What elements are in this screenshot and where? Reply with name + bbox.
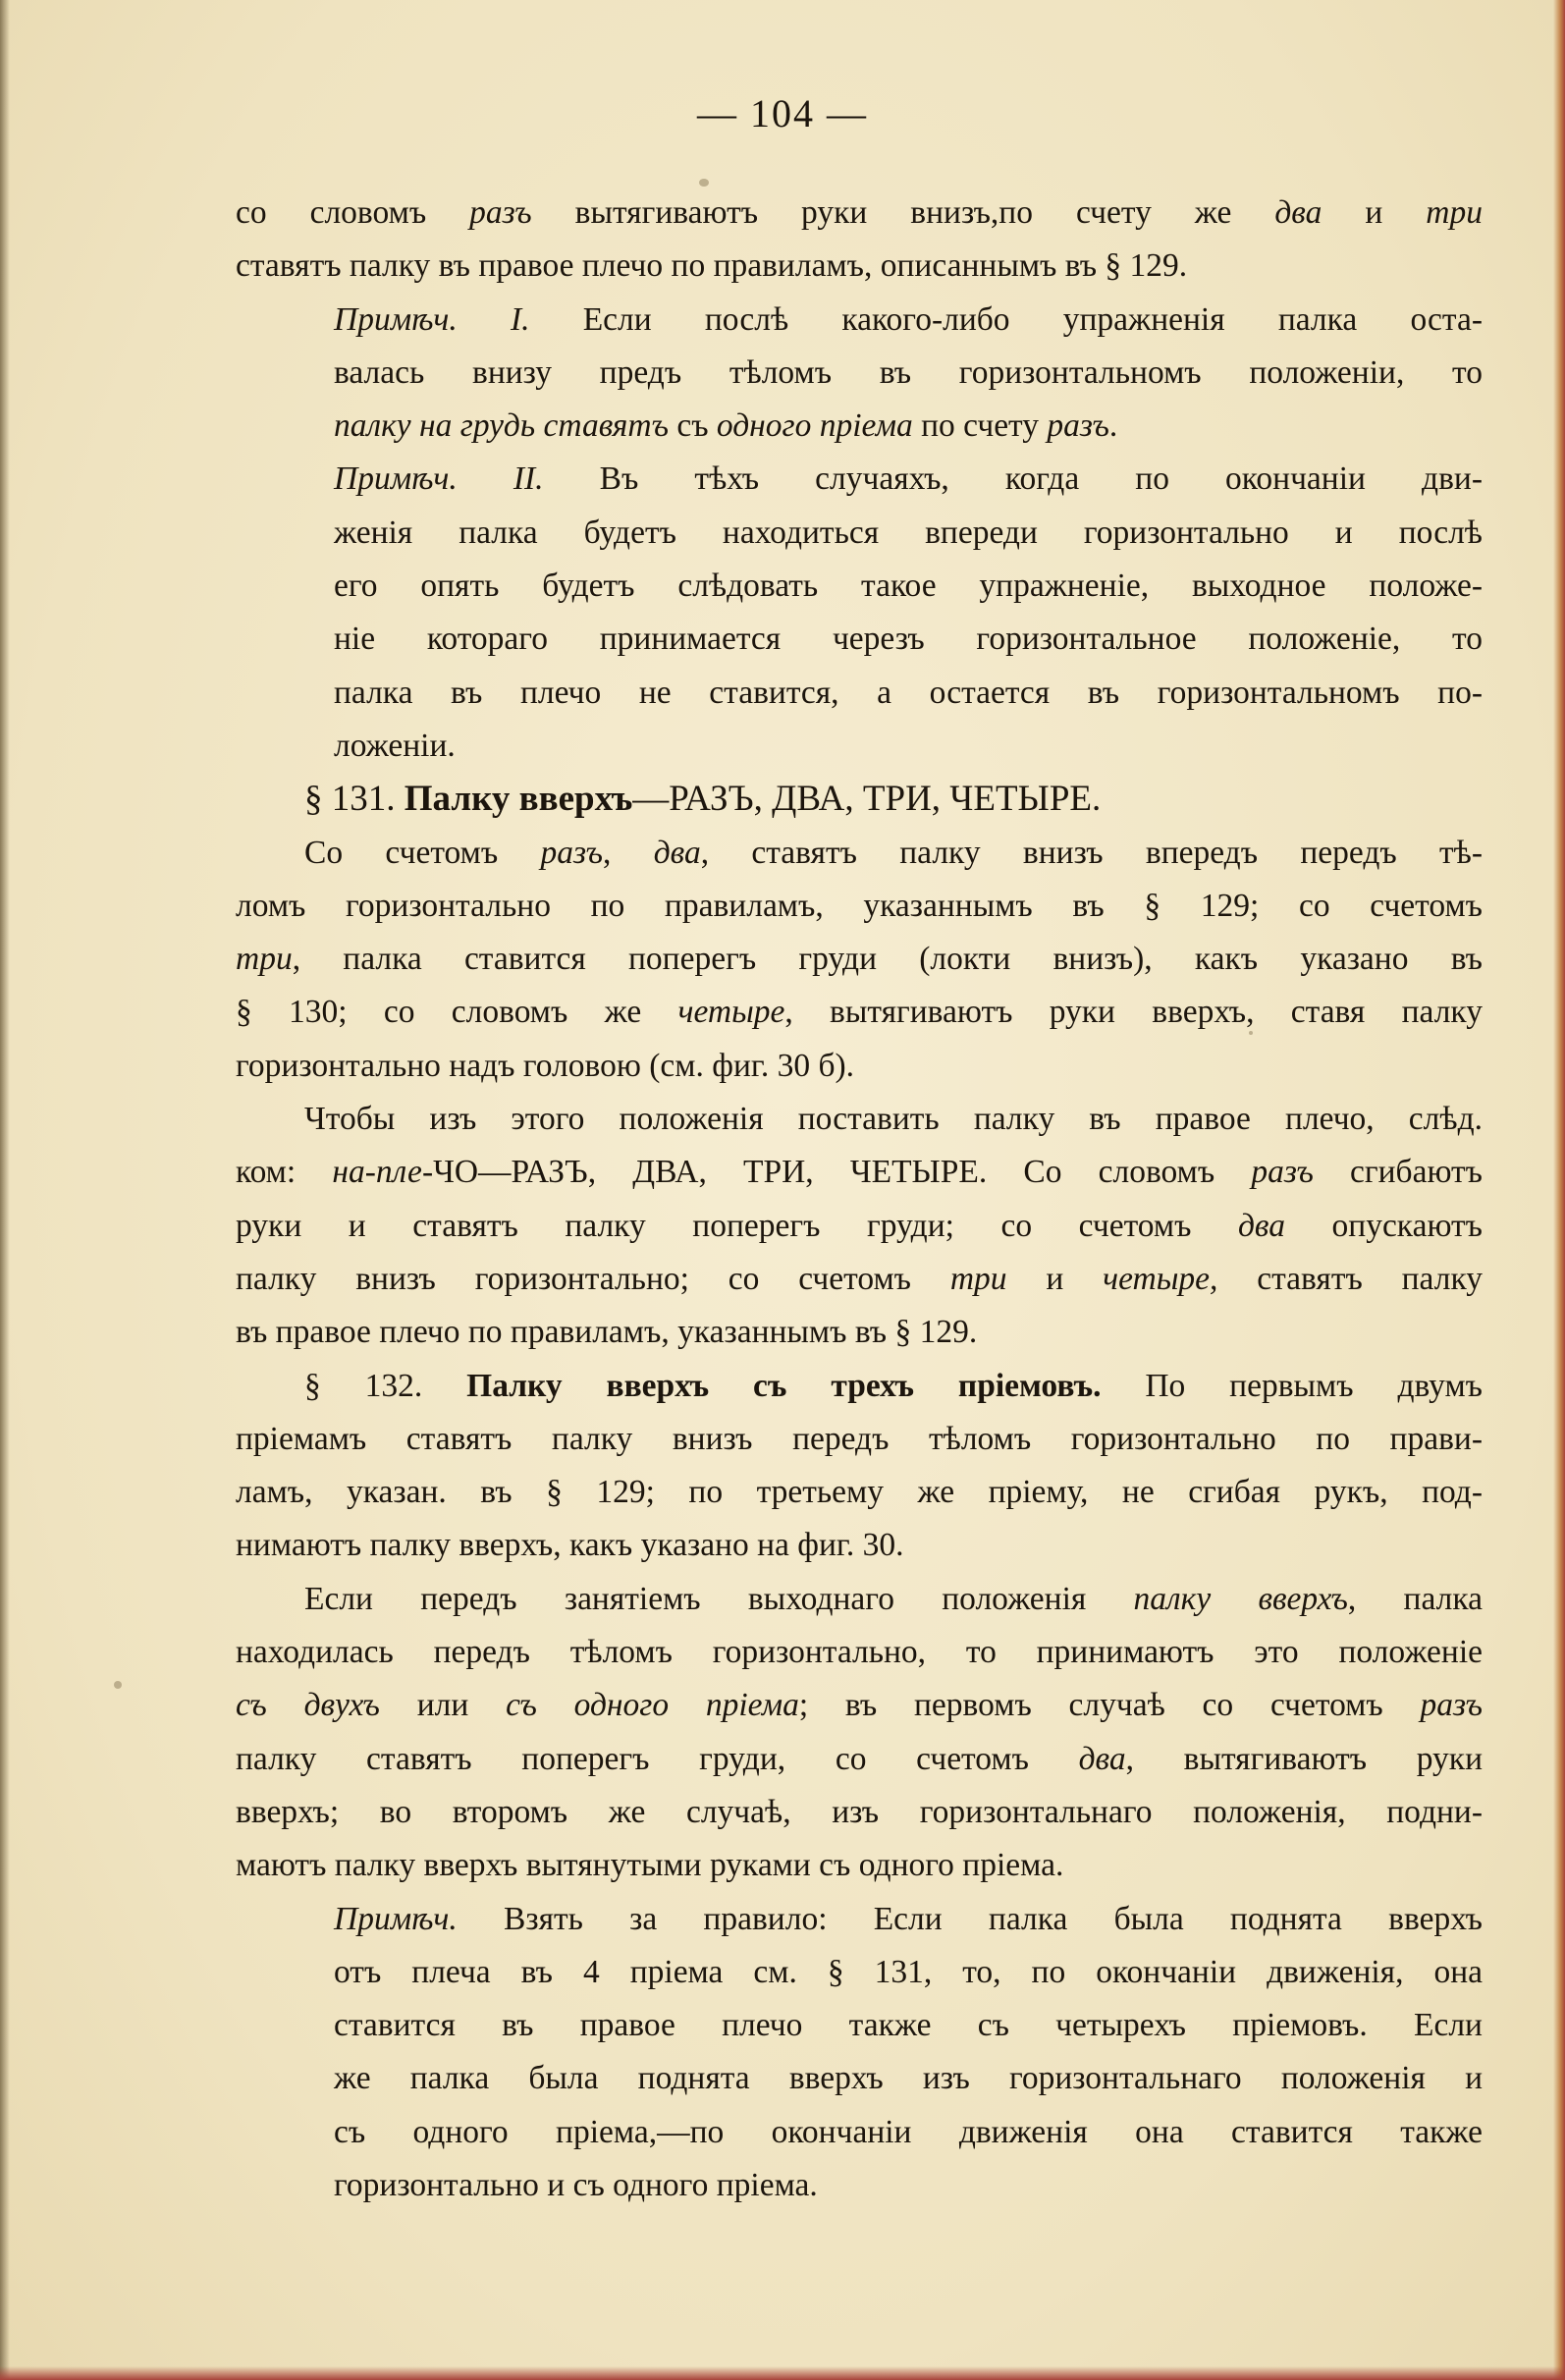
text-line: [236, 1626, 1483, 1679]
text-line: [236, 1466, 1483, 1519]
text-line: [236, 1573, 1483, 1626]
section-heading-131: [236, 773, 1483, 826]
text-segment: находилась передъ тѣломъ горизонтально, то принимаютъ это положеніе: [236, 1634, 1483, 1671]
text-segment: въ правое плечо по правиламъ, указаннымъ въ § 129.: [236, 1314, 978, 1351]
italic-text: Примѣч.: [334, 1900, 458, 1937]
italic-text: два: [1078, 1740, 1126, 1777]
page-edge-right: [1553, 0, 1565, 2380]
text-line: [236, 1679, 1483, 1732]
text-segment: по счету: [912, 407, 1048, 445]
text-segment: съ одного пріема,—по окончаніи движенія она ставится также: [334, 2113, 1483, 2150]
text-line: [236, 1786, 1483, 1839]
text-segment: ніе котораго принимается черезъ горизонтальное положеніе, то: [334, 621, 1483, 658]
italic-text: съ двухъ: [236, 1687, 380, 1724]
text-segment: нимаютъ палку вверхъ, какъ указано на фиг. 30.: [236, 1527, 904, 1564]
text-line: [236, 720, 1483, 773]
text-segment: , палка: [1347, 1580, 1483, 1617]
ink-spot: [699, 179, 709, 187]
text-line: [236, 2052, 1483, 2105]
text-segment: ком:: [236, 1154, 333, 1191]
text-segment: § 131.: [304, 779, 405, 820]
ink-spot: [114, 1681, 122, 1689]
italic-text: три: [1426, 194, 1483, 231]
italic-text: три: [949, 1260, 1007, 1297]
note-heading-line: [236, 1893, 1483, 1946]
text-segment: ложеніи.: [334, 727, 456, 764]
text-segment: женія палка будетъ находиться впереди горизонтально и послѣ: [334, 514, 1483, 551]
text-line: [236, 1306, 1483, 1359]
text-segment: По первымъ двумъ: [1101, 1367, 1484, 1404]
text-segment: , вытягиваютъ руки вверхъ, ставя палку: [784, 994, 1483, 1031]
text-line: [236, 613, 1483, 666]
text-segment: ставятъ палку въ правое плечо по правиламъ, описаннымъ въ § 129.: [236, 247, 1188, 285]
note-heading-line: [236, 294, 1483, 347]
page-edge-bottom: [0, 2366, 1565, 2380]
text-segment: -ЧО—РАЗЪ, ДВА, ТРИ, ЧЕТЫРЕ. Со словомъ: [421, 1154, 1252, 1191]
italic-text: два: [653, 834, 701, 871]
section-heading-132: [236, 1360, 1483, 1413]
italic-text: Примѣч. I.: [334, 300, 530, 338]
text-segment: ; въ первомъ случаѣ со счетомъ: [798, 1687, 1421, 1724]
text-segment: пріемамъ ставятъ палку внизъ передъ тѣломъ горизонтально по прави-: [236, 1420, 1483, 1457]
italic-text: разъ: [1251, 1154, 1314, 1191]
note-heading-line: [236, 453, 1483, 506]
text-segment: —РАЗЪ, ДВА, ТРИ, ЧЕТЫРЕ.: [632, 779, 1102, 820]
text-segment: Въ тѣхъ случаяхъ, когда по окончаніи дви-: [543, 460, 1483, 498]
text-line: [236, 347, 1483, 400]
italic-text: одного пріема: [716, 407, 913, 445]
italic-text: четыре: [677, 994, 785, 1031]
text-line: [236, 1413, 1483, 1466]
text-segment: со словомъ: [236, 194, 470, 231]
text-segment: палку внизъ горизонтально; со счетомъ: [236, 1260, 950, 1297]
text-line: [236, 827, 1483, 880]
text-line: [236, 1200, 1483, 1253]
text-line: [236, 1733, 1483, 1786]
text-segment: горизонтально и съ одного пріема.: [334, 2166, 818, 2203]
text-segment: его опять будетъ слѣдовать такое упражненіе, выходное положе-: [334, 568, 1483, 605]
body-text: [236, 187, 1483, 2212]
text-segment: ламъ, указан. въ § 129; по третьему же пріему, не сгибая рукъ, под-: [236, 1474, 1483, 1511]
text-segment: § 132.: [304, 1367, 467, 1404]
text-segment: .: [1108, 407, 1118, 445]
italic-text: два: [1237, 1207, 1285, 1244]
italic-text: палку на грудь ставятъ: [334, 407, 669, 445]
italic-text: съ одного пріема: [506, 1687, 799, 1724]
text-line: [236, 1146, 1483, 1199]
text-line: [236, 667, 1483, 720]
text-line: [236, 986, 1483, 1039]
text-line: [236, 1093, 1483, 1146]
text-segment: горизонтально надъ головою (см. фиг. 30 б).: [236, 1047, 855, 1084]
text-segment: сгибаютъ: [1313, 1154, 1483, 1191]
text-line: [236, 1946, 1483, 1999]
text-segment: опускаютъ: [1284, 1207, 1483, 1244]
text-line: [236, 240, 1483, 293]
text-line: [236, 187, 1483, 240]
text-segment: , палка ставится поперегъ груди (локти внизъ), какъ указано въ: [292, 941, 1483, 978]
text-segment: палку ставятъ поперегъ груди, со счетомъ: [236, 1740, 1079, 1777]
text-segment: валась внизу предъ тѣломъ въ горизонтальномъ положеніи, то: [334, 353, 1483, 391]
text-segment: ломъ горизонтально по правиламъ, указаннымъ въ § 129; со счетомъ: [236, 887, 1483, 924]
text-segment: палка въ плечо не ставится, а остается въ горизонтальномъ по-: [334, 674, 1483, 711]
italic-text: палку вверхъ: [1133, 1580, 1348, 1617]
italic-text: три: [236, 941, 293, 978]
text-segment: Если передъ занятіемъ выходнаго положенія: [304, 1580, 1134, 1617]
text-segment: же палка была поднята вверхъ изъ горизонтальнаго положенія и: [334, 2060, 1483, 2097]
text-segment: Со счетомъ: [304, 834, 541, 871]
text-segment: , ставятъ палку внизъ впередъ передъ тѣ-: [700, 834, 1483, 871]
bold-text: Палку вверхъ: [404, 779, 633, 820]
text-segment: руки и ставятъ палку поперегъ груди; со счетомъ: [236, 1207, 1238, 1244]
text-segment: и: [1322, 194, 1427, 231]
italic-text: Примѣч. II.: [334, 460, 544, 498]
italic-text: разъ: [540, 834, 603, 871]
italic-text: четыре,: [1103, 1260, 1218, 1297]
text-segment: ставятъ палку: [1217, 1260, 1483, 1297]
text-segment: вытягиваютъ руки внизъ,по счету же: [531, 194, 1275, 231]
text-line: [236, 1519, 1483, 1572]
text-segment: § 130; со словомъ же: [236, 994, 678, 1031]
text-line: [236, 1999, 1483, 2052]
text-segment: Взять за правило: Если палка была поднята вверхъ: [457, 1900, 1483, 1937]
text-segment: , вытягиваютъ руки: [1125, 1740, 1483, 1777]
text-segment: съ: [668, 407, 717, 445]
text-segment: ставится въ правое плечо также съ четырехъ пріемовъ. Если: [334, 2007, 1483, 2044]
text-segment: Если послѣ какого-либо упражненія палка оста-: [529, 300, 1483, 338]
text-line: [236, 400, 1483, 453]
page-edge-left: [0, 0, 10, 2380]
text-segment: вверхъ; во второмъ же случаѣ, изъ горизонтальнаго положенія, подни-: [236, 1793, 1483, 1830]
text-line: [236, 1040, 1483, 1093]
italic-text: разъ: [469, 194, 532, 231]
text-line: [236, 2106, 1483, 2159]
italic-text: на-пле: [332, 1154, 422, 1191]
text-line: [236, 880, 1483, 933]
text-line: [236, 1253, 1483, 1306]
text-line: [236, 2159, 1483, 2212]
italic-text: два: [1274, 194, 1322, 231]
text-segment: Чтобы изъ этого положенія поставить палку въ правое плечо, слѣд.: [304, 1101, 1483, 1138]
text-segment: ,: [603, 834, 654, 871]
text-segment: или: [379, 1687, 507, 1724]
text-line: [236, 560, 1483, 613]
page-number: — 104 —: [697, 91, 868, 135]
text-line: [236, 933, 1483, 986]
text-line: [236, 1839, 1483, 1892]
bold-text: Палку вверхъ съ трехъ пріемовъ.: [466, 1367, 1102, 1404]
italic-text: разъ: [1047, 407, 1109, 445]
text-segment: маютъ палку вверхъ вытянутыми руками съ одного пріема.: [236, 1847, 1064, 1884]
text-segment: и: [1006, 1260, 1104, 1297]
text-line: [236, 507, 1483, 560]
italic-text: разъ: [1420, 1687, 1484, 1724]
text-segment: отъ плеча въ 4 пріема см. § 131, то, по окончаніи движенія, она: [334, 1953, 1483, 1990]
